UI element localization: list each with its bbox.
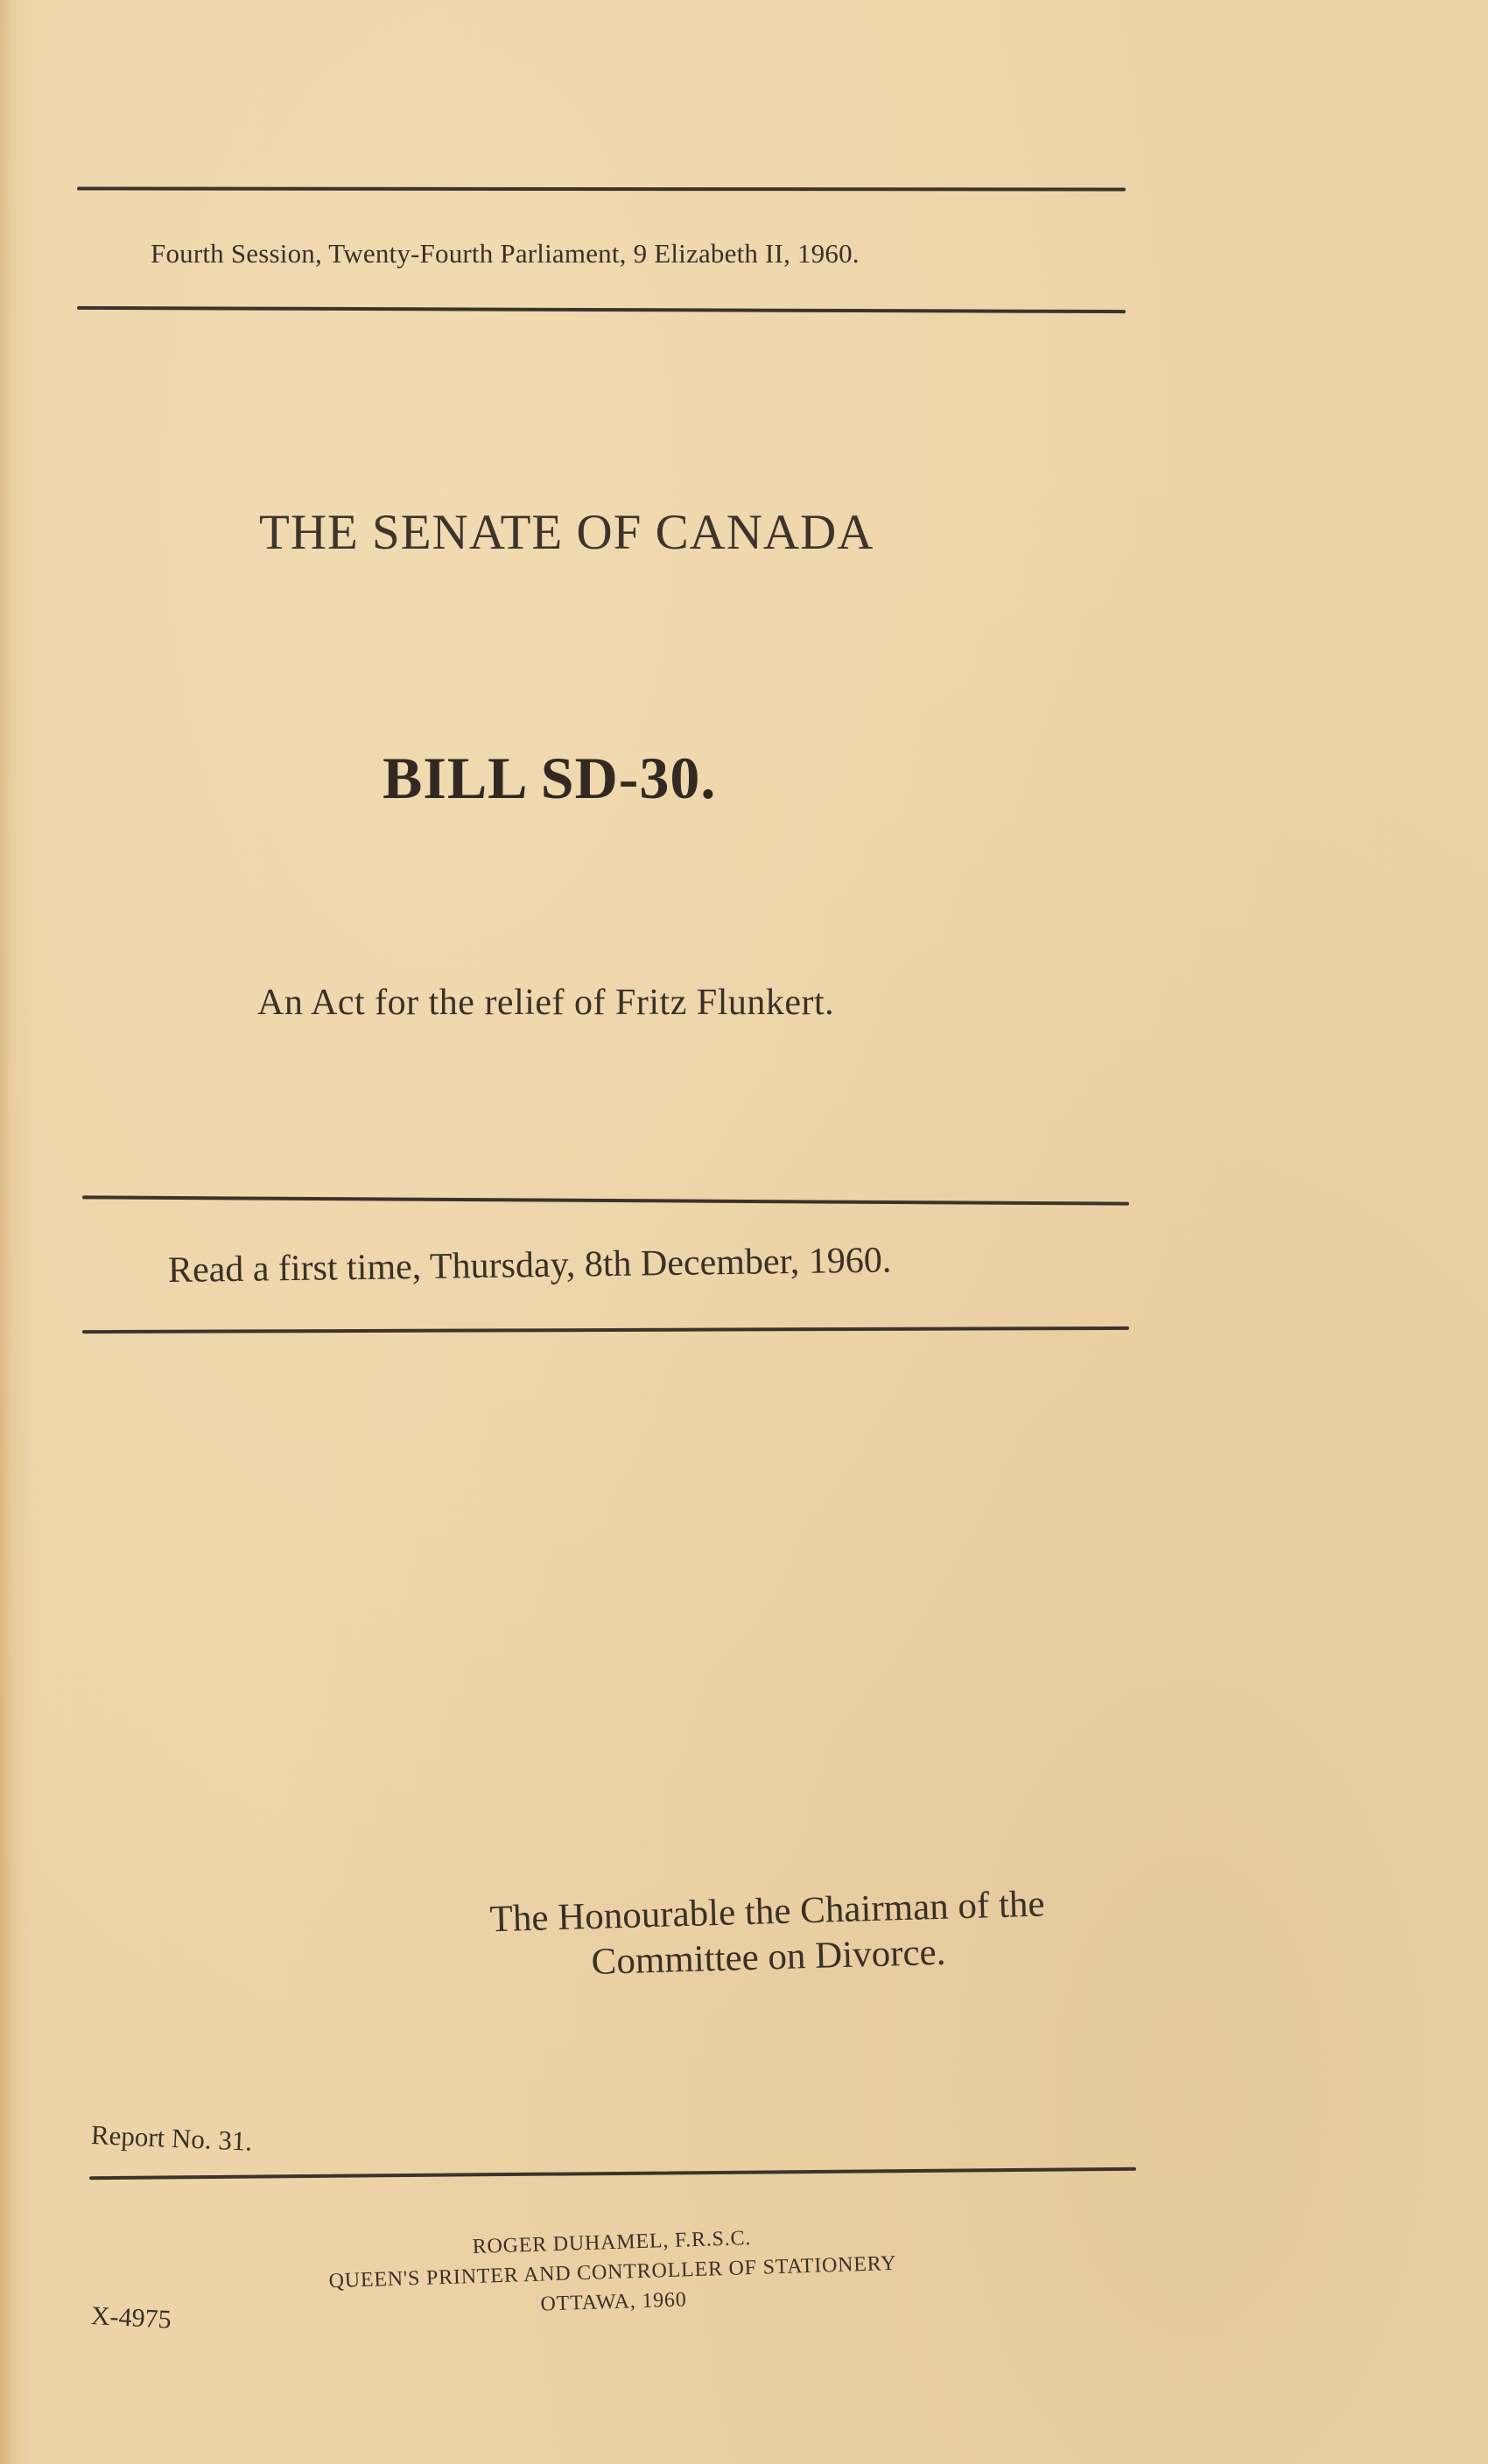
printer-place: OTTAWA, 1960 [540,2288,687,2316]
sponsor-line-2: Committee on Divorce. [591,1931,946,1984]
reading-rule-lower [82,1326,1129,1334]
reading-rule-upper [82,1195,1129,1205]
bill-title: BILL SD-30. [383,745,717,811]
senate-heading: THE SENATE OF CANADA [259,505,874,560]
printer-title: QUEEN'S PRINTER AND CONTROLLER OF STATIONERY [328,2251,897,2293]
print-code: X-4975 [90,2301,172,2334]
top-rule-lower [77,306,1126,313]
act-title: An Act for the relief of Fritz Flunkert. [257,983,835,1023]
first-reading-line: Read a first time, Thursday, 8th December, 1960. [167,1240,892,1291]
top-rule-upper [77,186,1126,191]
bottom-rule [89,2167,1136,2180]
session-line: Fourth Session, Twenty-Fourth Parliament, 9 Elizabeth II, 1960. [151,238,860,269]
report-number: Report No. 31. [90,2119,253,2157]
printer-name: ROGER DUHAMEL, F.R.S.C. [472,2227,752,2259]
sponsor-block [434,1880,1102,1990]
printer-imprint [218,2216,1008,2329]
sponsor-line-1: The Honourable the Chairman of the [489,1883,1046,1941]
